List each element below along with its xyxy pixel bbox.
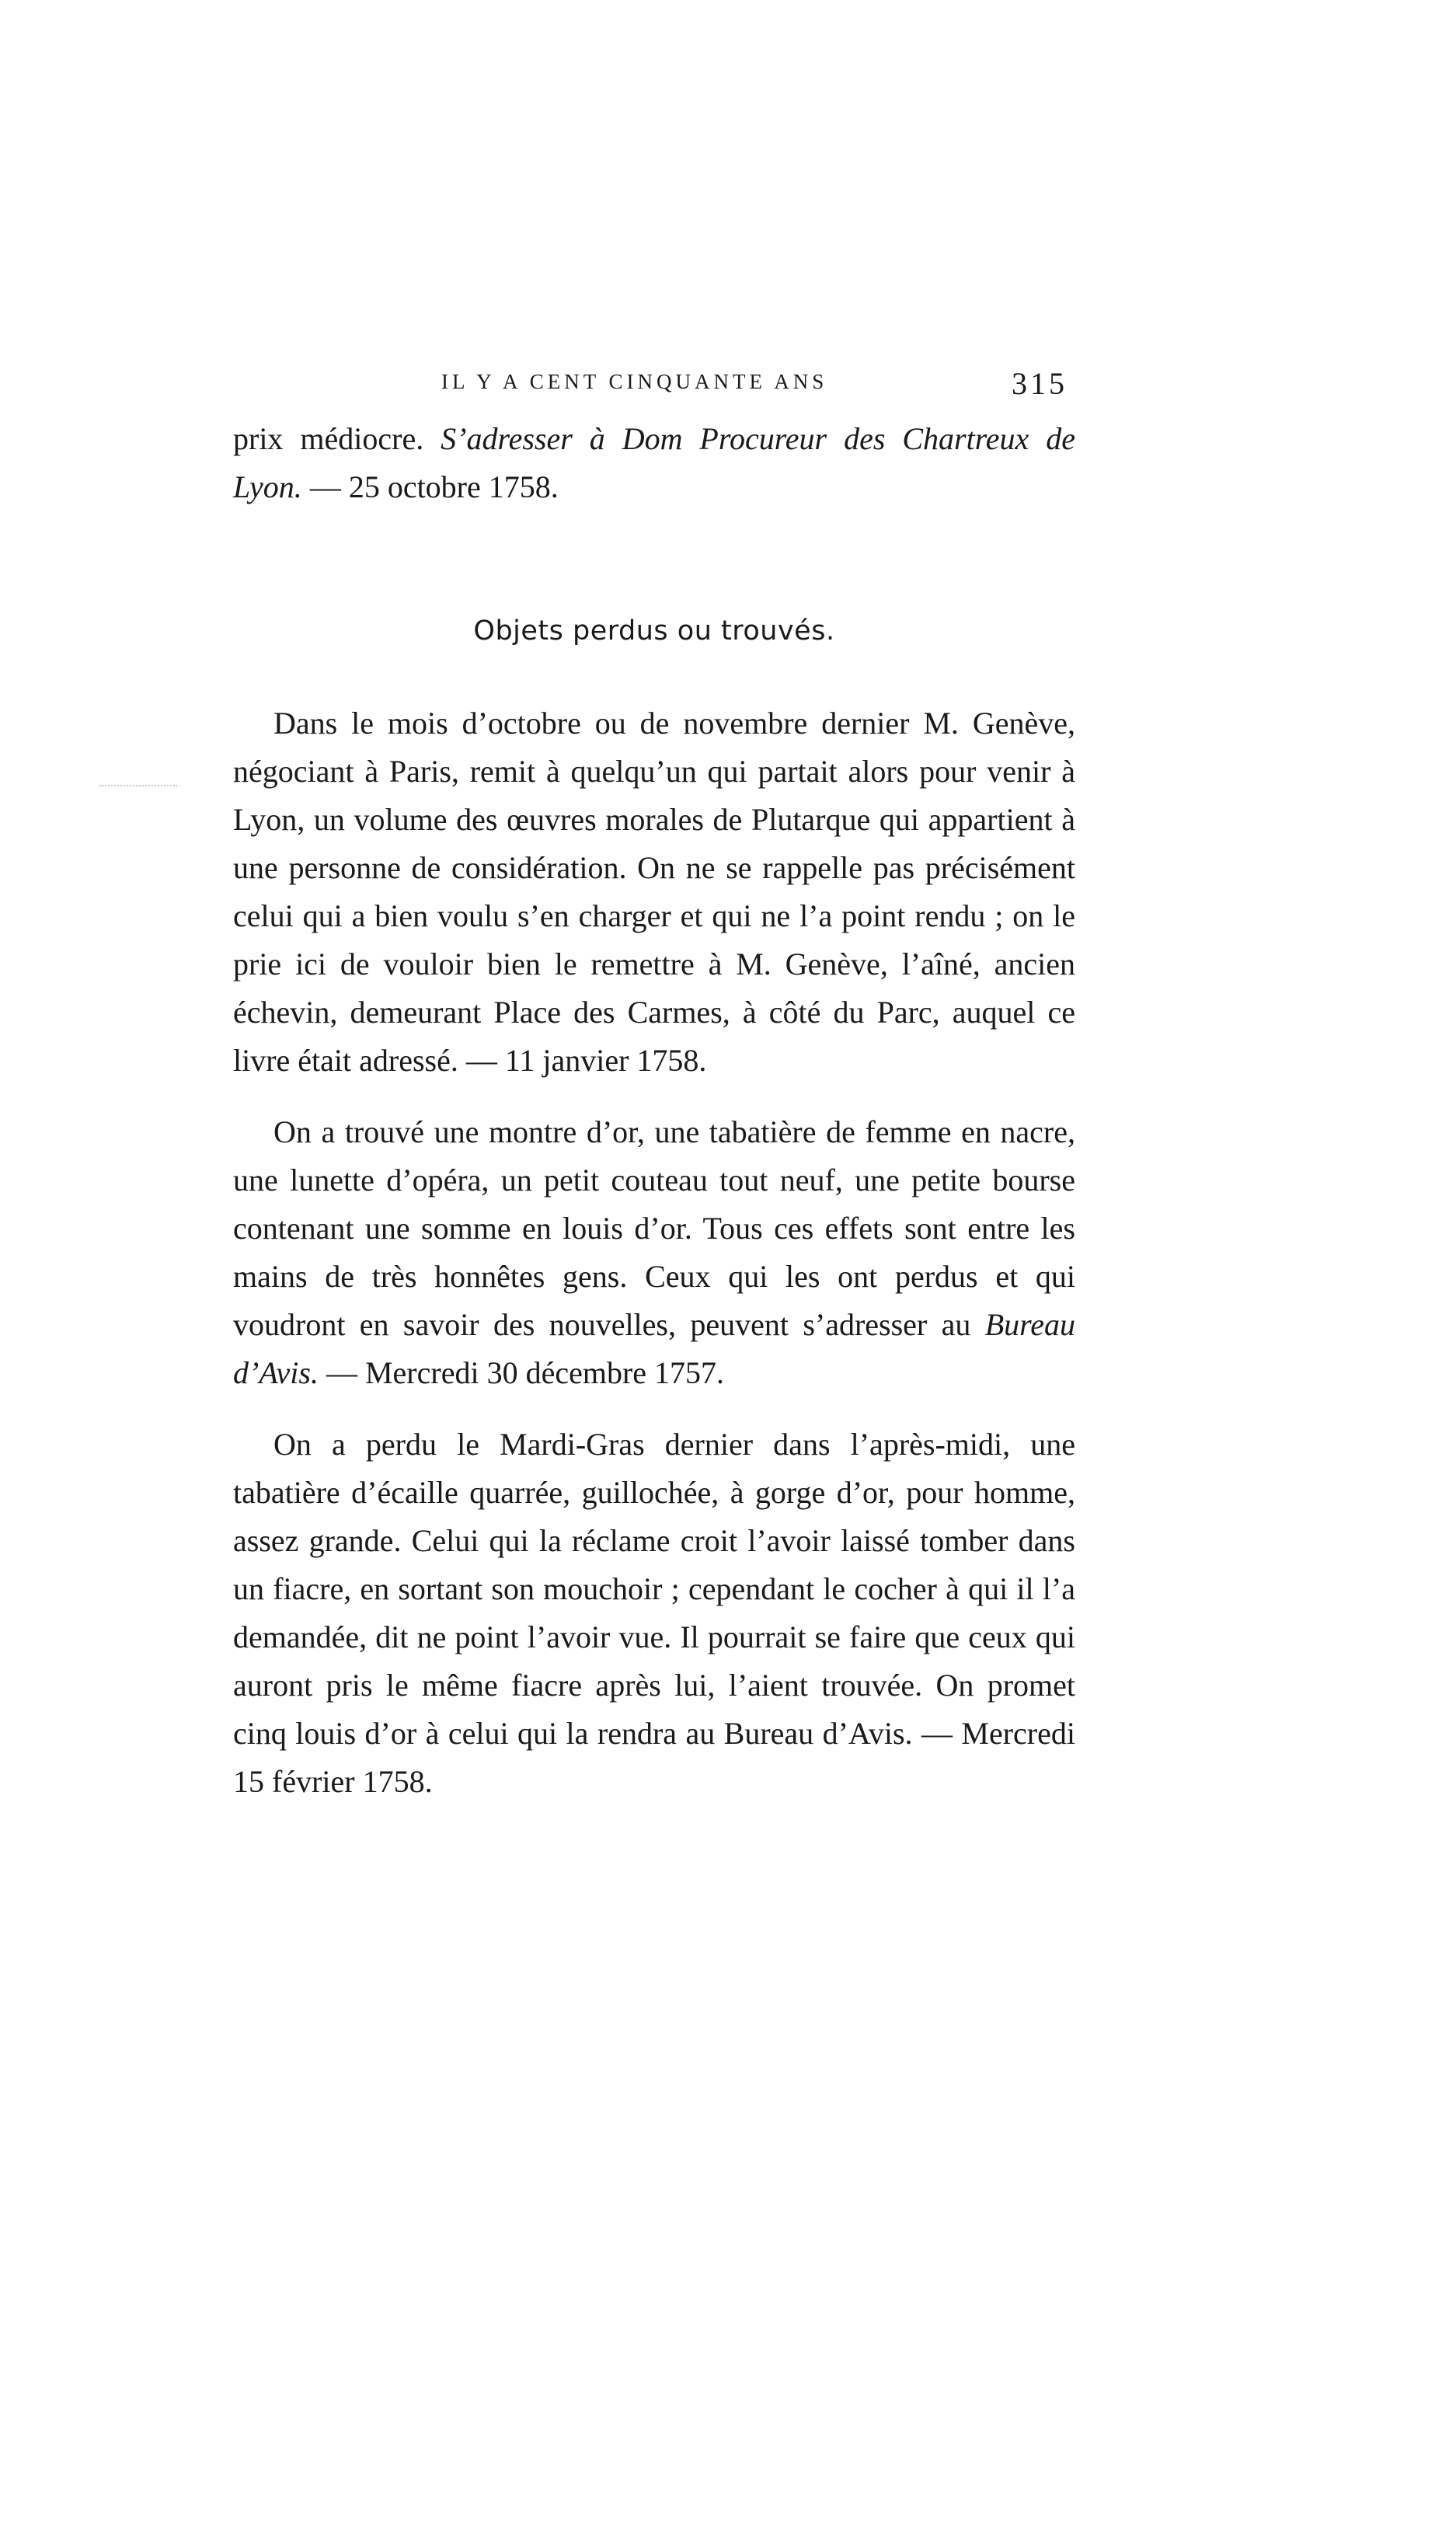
continuation-paragraph xyxy=(233,415,1075,511)
paragraph-montre xyxy=(233,1108,1075,1397)
continuation-italic: S’adresser à Dom Procureur des Chartreux de Lyon. xyxy=(233,421,1076,504)
book-page xyxy=(233,365,1075,1806)
section-title: Objets perdus ou trouvés. xyxy=(473,615,835,647)
continuation-date: — 25 octobre 1758. xyxy=(301,469,559,504)
page-number: 315 xyxy=(1012,366,1068,401)
bureau-avis-italic: Bureau d’Avis. xyxy=(233,1307,1075,1390)
margin-smudge xyxy=(99,785,177,788)
paragraph-tabatiere: On a perdu le Mardi-Gras dernier dans l’après-midi, une tabatière d’écaille quarrée, guillochée, à gorge d’or, pour homme, assez grande. Celui qui la réclame croit l’avoir laissé tomber dans un fiacre, en sortant son mouchoir ; cependant le cocher à qui il l’a demandée, dit ne point l’avoir vue. Il pourrait se faire que ceux qui auront pris le même fiacre après lui, l’aient trouvée. On promet cinq louis d’or à celui qui la rendra au Bureau d’Avis. — Mercredi 15 février 1758. xyxy=(233,1427,1075,1799)
continuation-text: prix médiocre. xyxy=(233,421,441,456)
running-head xyxy=(233,365,1075,412)
paragraph-montre-date: — Mercredi 30 décembre 1757. xyxy=(318,1355,725,1390)
running-title: IL Y A CENT CINQUANTE ANS xyxy=(441,370,828,393)
paragraph-montre-text: On a trouvé une montre d’or, une tabatière de femme en nacre, une lunette d’opéra, un petit couteau tout neuf, une petite bourse contenant une somme en louis d’or. Tous ces effets sont entre les mains de très honnêtes gens. Ceux qui les ont perdus et qui voudront en savoir des nouvelles, peuvent s’adresser au xyxy=(233,1114,1075,1342)
paragraph-plutarque: Dans le mois d’octobre ou de novembre dernier M. Genève, négociant à Paris, remit à quelqu’un qui partait alors pour venir à Lyon, un volume des œuvres morales de Plutarque qui appartient à une personne de considération. On ne se rappelle pas précisément celui qui a bien voulu s’en charger et qui ne l’a point rendu ; on le prie ici de vouloir bien le remettre à M. Genève, l’aîné, ancien échevin, demeurant Place des Carmes, à côté du Parc, auquel ce livre était adressé. — 11 janvier 1758. xyxy=(233,706,1075,1078)
